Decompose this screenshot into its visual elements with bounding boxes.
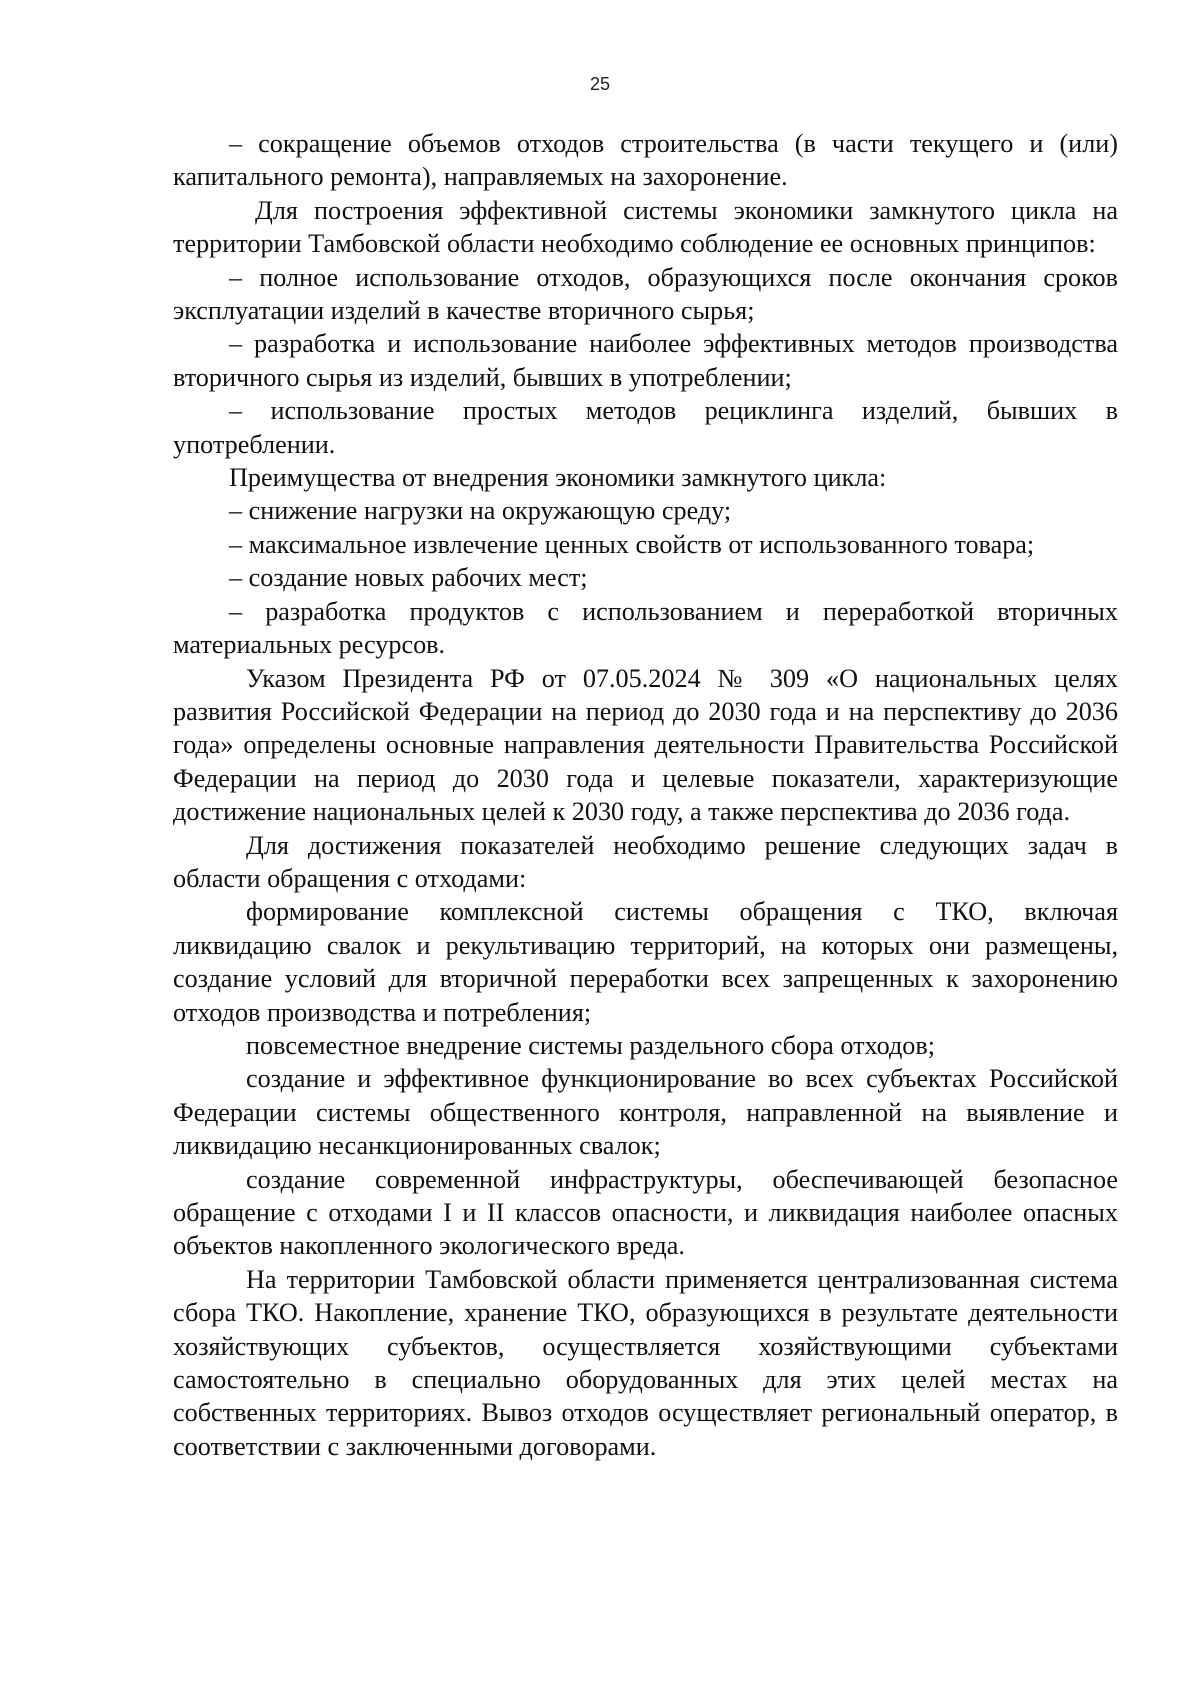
list-item-simple-recycling: – использование простых методов рециклинга изделий, бывших в употреблении. <box>173 396 1118 459</box>
list-item-new-jobs: – создание новых рабочих мест; <box>229 563 588 593</box>
paragraph-tambov-collection-system: На территории Тамбовской области применяется централизованная система сбора ТКО. Накопление, хранение ТКО, образующихся в результате деятельности хозяйствующих субъектов, осуществляется хозяйствующими субъектами самостоятельно в специально оборудованных для этих целей местах на собственных территориях. Вывоз отходов осуществляет региональный оператор, в соответствии с заключенными договорами. <box>173 1264 1118 1461</box>
list-item-product-development: – разработка продуктов с использованием и переработкой вторичных материальных ресурсов. <box>173 596 1118 660</box>
task-item-hazardous-infrastructure: создание современной инфраструктуры, обеспечивающей безопасное обращение с отходами I и II классов опасности, и ликвидация наиболее опасных объектов накопленного экологического вреда. <box>173 1164 1118 1261</box>
page-number: 25 <box>589 74 611 94</box>
paragraph-tasks-intro: Для достижения показателей необходимо решение следующих задач в области обращения с отходами: <box>173 830 1118 893</box>
task-item-comprehensive-system: формирование комплексной системы обращения с ТКО, включая ликвидацию свалок и рекультивацию территорий, на которых они размещены, создание условий для вторичной переработки всех запрещенных к захоронению отходов производства и потребления; <box>173 897 1118 1027</box>
list-item-effective-methods: – разработка и использование наиболее эффективных методов производства вторичного сырья из изделий, бывших в употреблении; <box>173 329 1118 392</box>
task-item-separate-collection: повсеместное внедрение системы раздельного сбора отходов; <box>246 1030 936 1060</box>
paragraph-construction-waste: – сокращение объемов отходов строительства (в части текущего и (или) капитального ремонта), направляемых на захоронение. <box>173 129 1118 192</box>
list-item-reduce-load: – снижение нагрузки на окружающую среду; <box>229 496 732 526</box>
paragraph-presidential-decree: Указом Президента РФ от 07.05.2024 № 309 «О национальных целях развития Российской Федерации на период до 2030 года и на перспективу до 2036 года» определены основные направления деятельности Правительства Российской Федерации на период до 2030 года и целевые показатели, характеризующие достижение национальных целей к 2030 году, а также перспектива до 2036 года. <box>173 663 1118 827</box>
document-body <box>173 127 1118 1463</box>
paragraph-advantages-intro: Преимущества от внедрения экономики замкнутого цикла: <box>229 463 887 493</box>
task-item-public-control: создание и эффективное функционирование во всех субъектах Российской Федерации системы общественного контроля, направленной на выявление и ликвидацию несанкционированных свалок; <box>173 1064 1118 1161</box>
list-item-full-waste-use: – полное использование отходов, образующихся после окончания сроков эксплуатации изделий в качестве вторичного сырья; <box>173 262 1118 326</box>
paragraph-principles-intro: Для построения эффективной системы экономики замкнутого цикла на территории Тамбовской области необходимо соблюдение ее основных принципов: <box>173 195 1118 259</box>
list-item-max-extraction: – максимальное извлечение ценных свойств от использованного товара; <box>229 529 1035 559</box>
